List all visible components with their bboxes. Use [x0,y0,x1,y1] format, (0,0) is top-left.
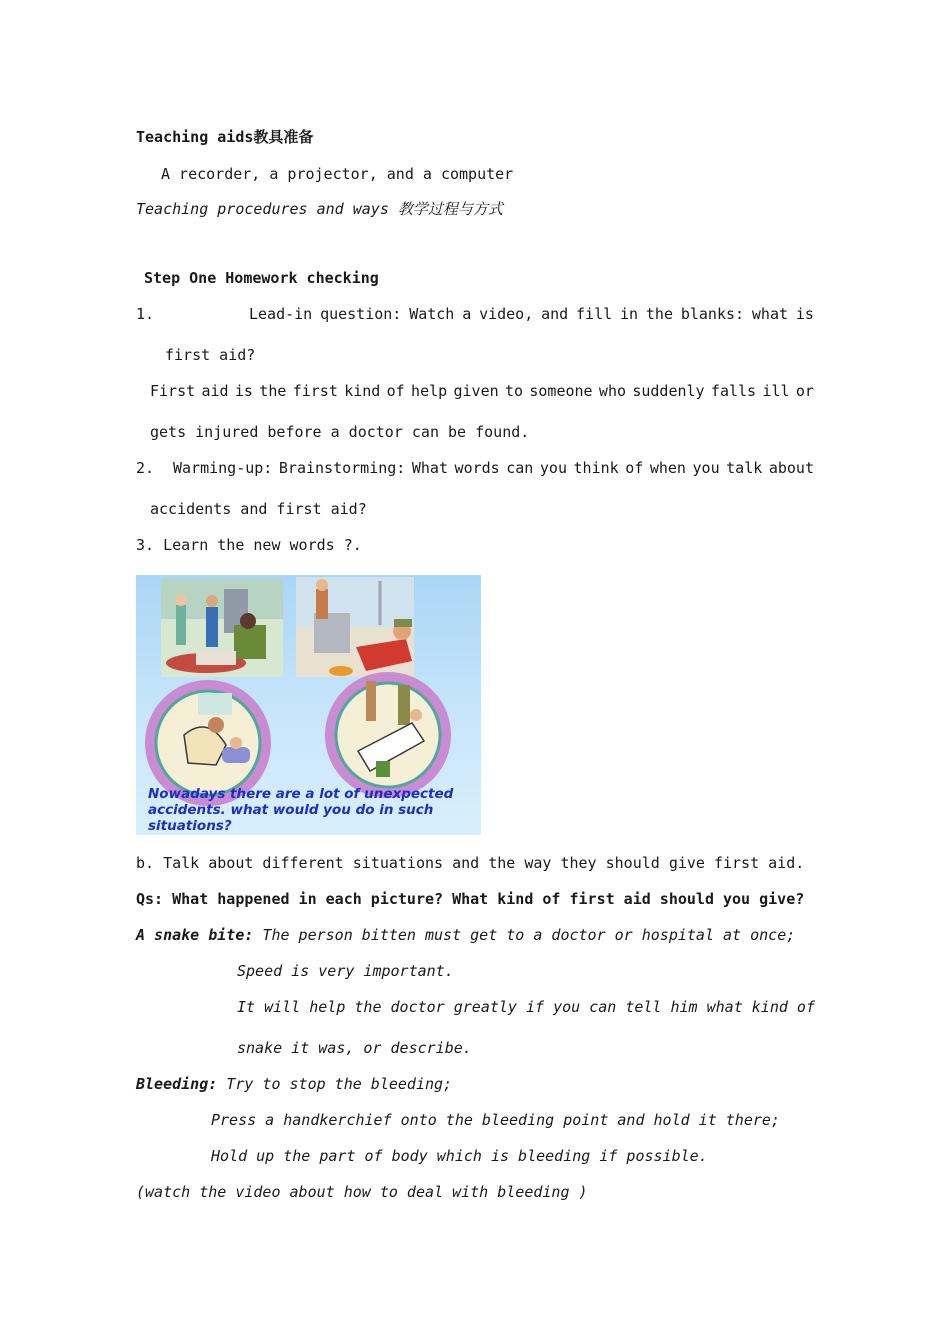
item1-question-word: question: [320,305,402,323]
item1-question-line2: first aid? [165,346,256,364]
snake-bite-line4: snake it was, or describe. [237,1039,472,1057]
teaching-aids-list: A recorder, a projector, and a computer [161,165,514,183]
item1-answer-word: kind [344,382,381,400]
item2-question-line [173,458,814,478]
item2-question-word: think [573,459,619,477]
item1-answer-word: who [598,382,627,400]
item1-question-word: what [751,305,789,323]
item1-answer-word: First [150,382,196,400]
item-b-text: b. Talk about different situations and the way they should give first aid. [136,854,805,872]
procedures-heading: Teaching procedures and ways 教学过程与方式 [136,200,503,218]
item2-question-word: talk [726,459,763,477]
item2-question-word: you [692,459,720,477]
bleeding-line2: Press a handkerchief onto the bleeding point and hold it there; [211,1111,780,1129]
slide-caption-line3: situations? [148,818,232,834]
item1-answer-word: to [504,382,524,400]
item1-answer-word: someone [529,382,593,400]
item1-answer-word: the [259,382,287,400]
item1-answer-word: or [795,382,814,400]
item2-question-word: you [539,459,567,477]
snake-bite-line3: It will help the doctor greatly if you can tell him what kind of [237,998,815,1016]
watch-video-note: (watch the video about how to deal with bleeding ) [136,1183,588,1201]
item1-answer-word: ill [762,382,790,400]
item1-answer-word: first [292,382,338,400]
item1-question-line [249,304,814,324]
item2-question-word: Warming-up: [173,459,273,477]
snake-bite-line2: Speed is very important. [237,962,454,980]
bleeding-line1 [136,1074,452,1094]
item2-question-word: words [454,459,500,477]
slide-caption-line2: accidents. what would you do in such [148,802,434,818]
item1-question-word: blanks: [680,305,745,323]
item1-answer-word: given [453,382,499,400]
item2-question-word: Brainstorming: [278,459,406,477]
item2-question-word: What [411,459,448,477]
item1-answer-word: suddenly [632,382,705,400]
item1-question-word: fill [576,305,613,323]
snake-bite-label: A snake bite: [136,926,254,944]
teaching-aids-heading: Teaching aids教具准备 [136,128,314,146]
item1-answer-line2: gets injured before a doctor can be found. [150,423,530,441]
item1-question-word: and [541,305,569,323]
slide-caption-line1: Nowadays there are a lot of unexpected [148,786,454,802]
bleeding-text1: Try to stop the bleeding; [217,1075,453,1093]
snake-bite-text1: The person bitten must get to a doctor or hospital at once; [253,926,796,944]
item1-answer-line [150,381,814,401]
item1-question-word: is [795,305,814,323]
item1-answer-word: help [411,382,448,400]
item1-question-word: in [620,305,639,323]
item1-number: 1. [136,305,155,323]
bleeding-line3: Hold up the part of body which is bleeding if possible. [211,1147,708,1165]
step-one-heading: Step One Homework checking [144,269,379,287]
item1-question-word: the [645,305,673,323]
item2-question-word: of [625,459,644,477]
item1-question-word: video, [479,305,534,323]
item1-question-word: Lead-in [249,305,313,323]
item1-answer-word: aid [201,382,229,400]
questions-text: Qs: What happened in each picture? What kind of first aid should you give? [136,890,805,908]
item1-question-word: Watch [409,305,455,323]
item2-question-word: can [506,459,534,477]
item2-question-line2: accidents and first aid? [150,500,367,518]
item1-answer-word: of [386,382,405,400]
item1-answer-word: is [234,382,253,400]
item1-question-word: a [462,305,472,323]
bleeding-label: Bleeding: [136,1075,218,1093]
snake-bite-line1 [136,925,795,945]
first-aid-slide-image [136,575,481,835]
item2-question-word: when [649,459,686,477]
item2-question-word: about [768,459,814,477]
item2-number: 2. [136,459,155,477]
item3-text: 3. Learn the new words ?. [136,536,362,554]
item1-answer-word: falls [710,382,757,400]
